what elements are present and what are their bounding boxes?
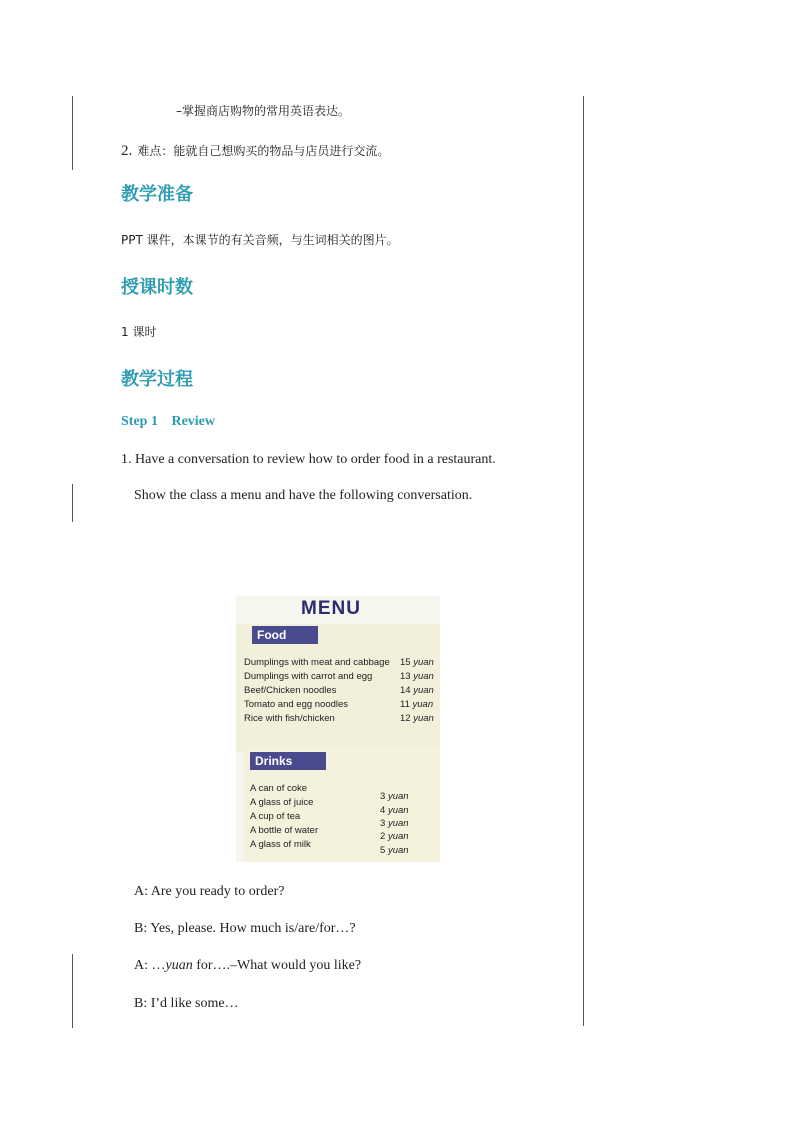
step1-heading [121, 414, 215, 430]
food-item-1: Dumplings with carrot and egg [244, 671, 373, 682]
left-margin-line-2 [72, 484, 73, 522]
left-margin-line-3 [72, 954, 73, 1028]
drink-item-4: A glass of milk [250, 839, 311, 850]
food-tag: Food [252, 626, 318, 644]
process-heading: 教学过程 [121, 369, 193, 390]
menu-image [236, 596, 440, 862]
dialogue-line-3 [134, 958, 361, 974]
step1-label: Step 1 [121, 414, 158, 429]
food-item-0: Dumplings with meat and cabbage [244, 657, 390, 668]
food-price-4: 12 yuan [400, 713, 434, 724]
food-price-2: 14 yuan [400, 685, 434, 696]
dialogue-line-4: B: I’d like some… [134, 996, 239, 1011]
drink-price-2: 3 yuan [380, 818, 409, 829]
step1-name: Review [171, 414, 215, 429]
dialogue-line-1: A: Are you ready to order? [134, 884, 285, 899]
difficulty-number: 2. [121, 143, 133, 159]
dialogue-line-3-unit: yuan [165, 958, 193, 973]
food-item-2: Beef/Chicken noodles [244, 685, 337, 696]
difficulty-text: 难点：能就自己想购买的物品与店员进行交流。 [137, 144, 390, 158]
left-margin-line-1 [72, 96, 73, 170]
right-margin-line [583, 96, 584, 1026]
food-item-4: Rice with fish/chicken [244, 713, 335, 724]
drink-item-0: A can of coke [250, 783, 308, 794]
dialogue-line-3-prefix: A: … [134, 958, 166, 973]
preparation-heading: 教学准备 [121, 184, 193, 205]
drink-item-2: A cup of tea [250, 811, 301, 822]
food-price-3: 11 yuan [400, 699, 434, 710]
drinks-section [244, 748, 440, 862]
drink-item-1: A glass of juice [250, 797, 314, 808]
hours-heading: 授课时数 [121, 277, 193, 298]
food-section [236, 624, 440, 752]
food-price-0: 15 yuan [400, 657, 434, 668]
dialogue-line-2: B: Yes, please. How much is/are/for…? [134, 921, 356, 936]
drink-price-3: 2 yuan [380, 831, 409, 842]
objective-line: –掌握商店购物的常用英语表达。 [176, 104, 351, 118]
drinks-tag: Drinks [250, 752, 326, 770]
drink-price-0: 3 yuan [380, 791, 409, 802]
preparation-body: PPT 课件，本课节的有关音频，与生词相关的图片。 [121, 233, 399, 247]
food-item-3: Tomato and egg noodles [244, 699, 349, 710]
menu-title: MENU [301, 598, 361, 619]
difficulty-line [121, 140, 389, 160]
step1-item1-sub: Show the class a menu and have the following conversation. [134, 488, 473, 503]
drink-price-4: 5 yuan [380, 845, 409, 856]
dialogue-line-3-suffix: for….–What would you like? [192, 958, 362, 973]
drink-item-3: A bottle of water [250, 825, 319, 836]
step1-item1: 1. Have a conversation to review how to order food in a restaurant. [121, 452, 496, 467]
hours-body: 1 课时 [121, 325, 157, 339]
food-price-1: 13 yuan [400, 671, 434, 682]
drink-price-1: 4 yuan [380, 805, 409, 816]
